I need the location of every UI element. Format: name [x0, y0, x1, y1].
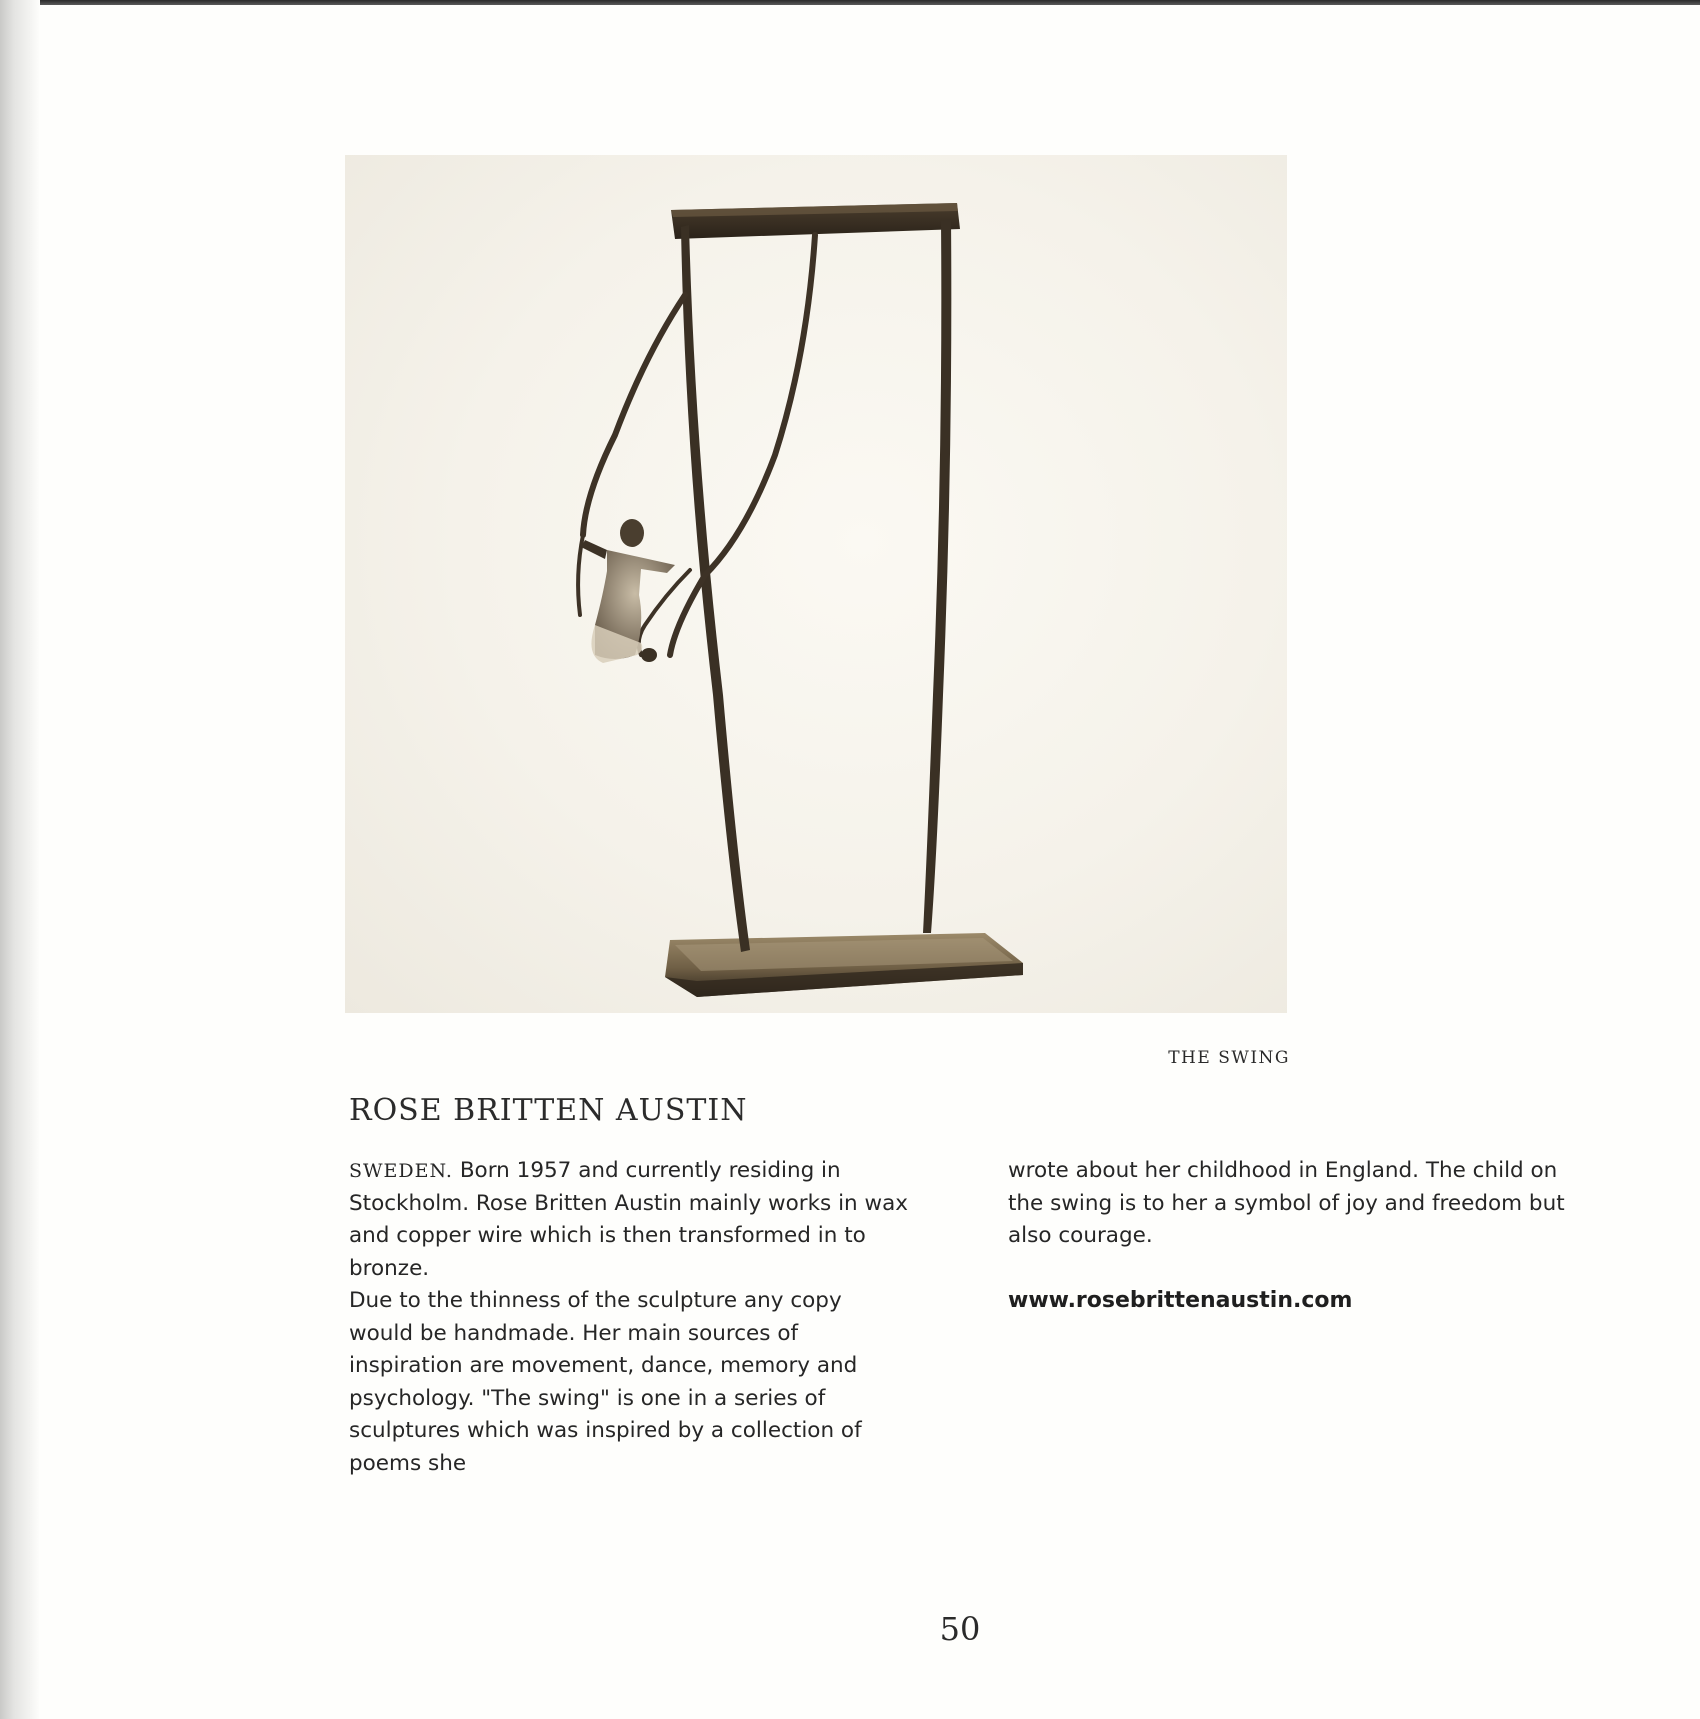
artist-name: ROSE BRITTEN AUSTIN	[349, 1093, 748, 1128]
sculpture-base	[665, 933, 1023, 997]
bio-column-right	[1008, 1155, 1568, 1317]
bio-paragraph-2: Due to the thinness of the sculpture any copy would be handmade. Her main sources of inspiration are movement, dance, memory and psychology. "The swing" is one in a series of sculptures which was inspired by a collection of poems she	[349, 1288, 862, 1476]
swing-frame-left-leg	[681, 225, 750, 952]
page-number: 50	[939, 1610, 981, 1648]
artist-country: SWEDEN.	[349, 1160, 453, 1182]
artist-website-link[interactable]: www.rosebrittenaustin.com	[1008, 1287, 1353, 1313]
scan-edge-left	[0, 0, 40, 1719]
swing-sculpture-illustration	[345, 155, 1287, 1013]
child-figure	[581, 519, 675, 663]
bio-column-left	[349, 1155, 909, 1480]
bio-paragraph-1	[349, 1155, 909, 1285]
swing-rope-back	[583, 295, 685, 535]
scan-edge-top	[0, 0, 1700, 5]
bio-paragraph-3: wrote about her childhood in England. The child on the swing is to her a symbol of joy and freedom but also courage.	[1008, 1158, 1565, 1248]
sculpture-photo	[345, 155, 1287, 1013]
bio-paragraph-1-text: Born 1957 and currently residing in Stockholm. Rose Britten Austin mainly works in wax and copper wire which is then transformed in to bronze.	[349, 1158, 908, 1281]
swing-frame-right-leg	[923, 219, 951, 933]
photo-caption: THE SWING	[1168, 1048, 1290, 1068]
